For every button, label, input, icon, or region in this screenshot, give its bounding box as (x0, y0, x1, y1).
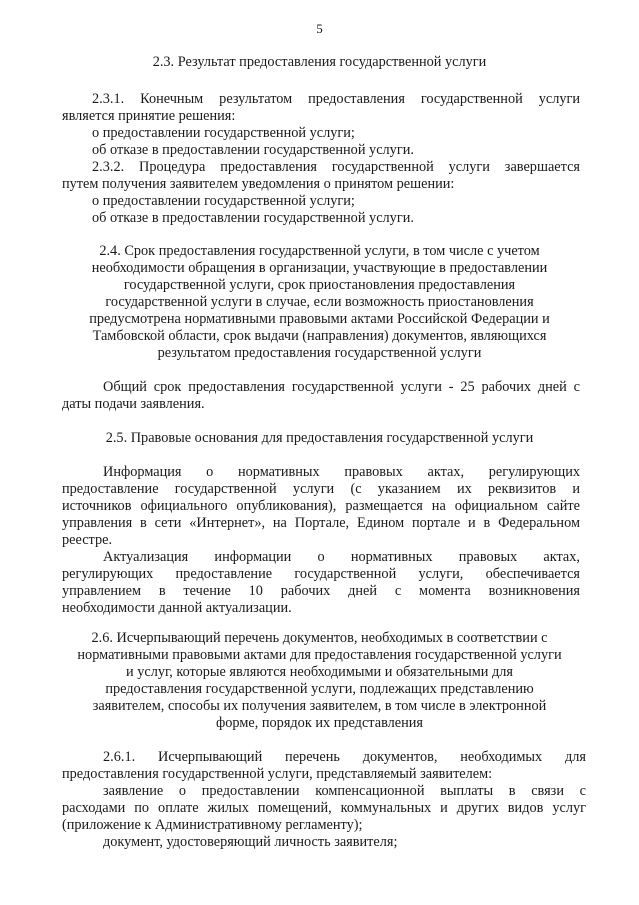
section-2-5-p2-line-1: Актуализация информации о нормативных правовых актах, (103, 549, 580, 565)
section-2-5-p2-line-4: необходимости данной актуализации. (62, 600, 292, 616)
paragraph-2-6-1-line-6: документ, удостоверяющий личность заявителя; (103, 834, 398, 850)
section-2-5-p2-line-2: регулирующих предоставление государственной услуги, обеспечивается (62, 566, 580, 582)
paragraph-2-6-1-line-1: 2.6.1. Исчерпывающий перечень документов, необходимых для (103, 749, 586, 765)
section-2-4-heading-line-7: результатом предоставления государственной услуги (157, 345, 482, 361)
section-2-4-heading-line-4: государственной услуги в случае, если возможность приостановления (105, 294, 534, 310)
page-number: 5 (316, 21, 323, 36)
section-2-6-heading-line-4: предоставления государственной услуги, подлежащих представлению (105, 681, 534, 697)
section-2-6-heading-line-1: 2.6. Исчерпывающий перечень документов, необходимых в соответствии с (91, 630, 548, 646)
section-2-5-p2-line-3: управлением в течение 10 рабочих дней с момента возникновения (62, 583, 580, 599)
paragraph-2-6-1-line-5: (приложение к Административному регламенту); (62, 817, 363, 833)
paragraph-2-6-1-line-2: предоставления государственной услуги, представляемый заявителем: (62, 766, 493, 782)
section-2-6-heading-line-3: и услуг, которые являются необходимыми и обязательными для (125, 664, 514, 680)
section-2-5-p1-line-1: Информация о нормативных правовых актах, регулирующих (103, 464, 580, 480)
paragraph-2-3-2-line-2: путем получения заявителем уведомления о принятом решении: (62, 176, 455, 192)
section-2-4-heading-line-2: необходимости обращения в организации, участвующие в предоставлении (91, 260, 548, 276)
section-2-4-heading-line-6: Тамбовской области, срок выдачи (направления) документов, являющихся (92, 328, 547, 344)
section-2-4-heading-line-3: государственной услуги, срок приостановления предоставления (123, 277, 516, 293)
section-2-5-heading: 2.5. Правовые основания для предоставления государственной услуги (105, 430, 534, 446)
section-2-3-heading: 2.3. Результат предоставления государственной услуги (152, 54, 487, 70)
paragraph-2-6-1-line-3: заявление о предоставлении компенсационной выплаты в связи с (103, 783, 586, 799)
section-2-4-text-line-1: Общий срок предоставления государственной услуги - 25 рабочих дней с (103, 379, 580, 395)
section-2-6-heading-line-5: заявителем, способы их получения заявителем, в том числе в электронной (92, 698, 547, 714)
section-2-6-heading-line-6: форме, порядок их представления (216, 715, 423, 731)
paragraph-2-3-1-line-1: 2.3.1. Конечным результатом предоставления государственной услуги (92, 91, 580, 107)
section-2-5-p1-line-4: управления в сети «Интернет», на Портале, Едином портале и в Федеральном (62, 515, 580, 531)
section-2-4-heading-line-1: 2.4. Срок предоставления государственной услуги, в том числе с учетом (99, 243, 540, 259)
paragraph-2-3-1-line-3: о предоставлении государственной услуги; (92, 125, 355, 141)
paragraph-2-3-2-line-3: о предоставлении государственной услуги; (92, 193, 355, 209)
section-2-6-heading-line-2: нормативными правовыми актами для предоставления государственной услуги (77, 647, 562, 663)
paragraph-2-3-2-line-4: об отказе в предоставлении государственной услуги. (92, 210, 414, 226)
section-2-5-p1-line-2: предоставление государственной услуги (с указанием их реквизитов и (62, 481, 580, 497)
section-2-4-heading-line-5: предусмотрена нормативными правовыми актами Российской Федерации и (89, 311, 550, 327)
paragraph-2-3-2-line-1: 2.3.2. Процедура предоставления государственной услуги завершается (92, 159, 580, 175)
paragraph-2-3-1-line-4: об отказе в предоставлении государственной услуги. (92, 142, 414, 158)
section-2-4-text-line-2: даты подачи заявления. (62, 396, 205, 412)
paragraph-2-3-1-line-2: является принятие решения: (62, 108, 236, 124)
section-2-5-p1-line-3: источников официального опубликования), размещается на официальном сайте (62, 498, 580, 514)
section-2-5-p1-line-5: реестре. (62, 532, 113, 548)
paragraph-2-6-1-line-4: расходами по оплате жилых помещений, коммунальных и других видов услуг (62, 800, 586, 816)
